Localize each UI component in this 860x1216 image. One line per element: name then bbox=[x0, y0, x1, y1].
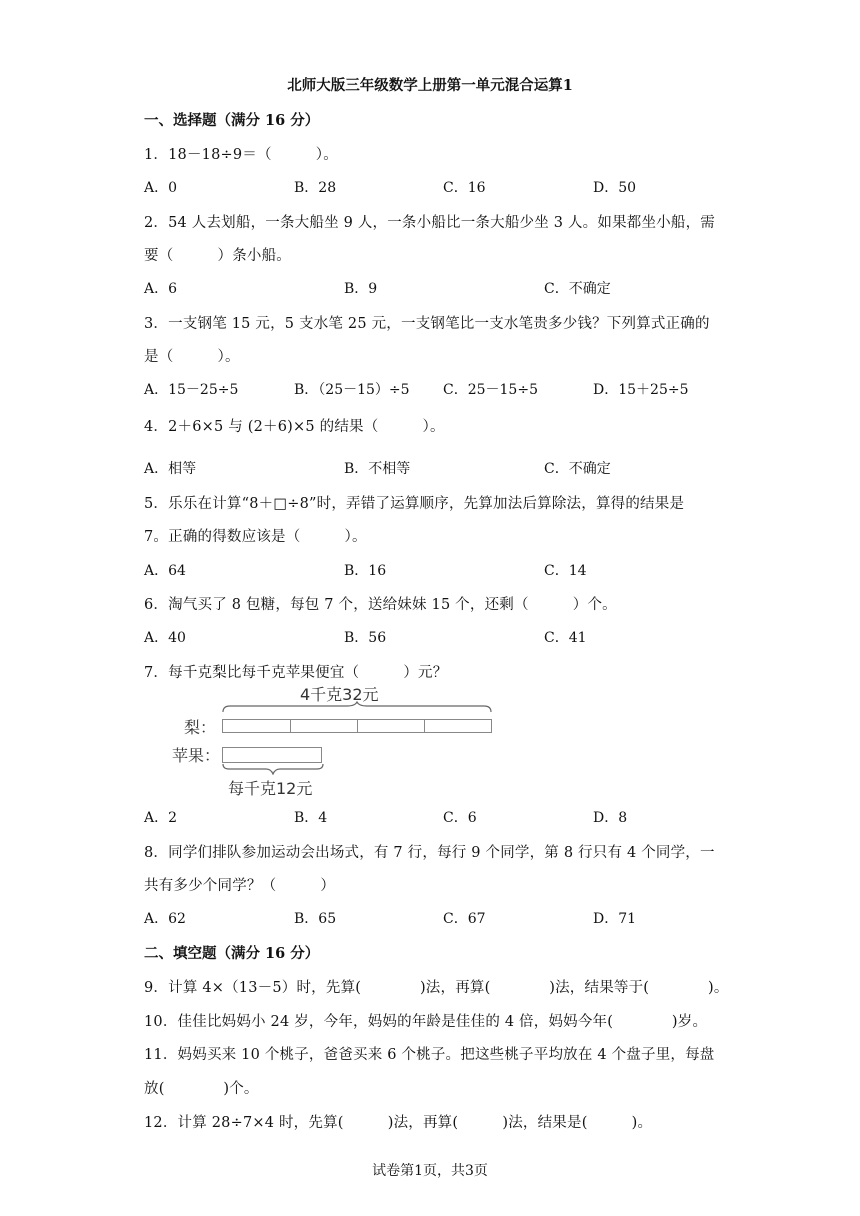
question-8-line-2: 共有多少个同学？（ ） bbox=[144, 878, 336, 894]
pear-apple-diagram bbox=[172, 683, 502, 798]
q8-option-c[interactable]: C．67 bbox=[443, 911, 486, 927]
diagram-apple-label: 苹果： bbox=[172, 746, 221, 765]
q4-option-c[interactable]: C．不确定 bbox=[544, 461, 611, 477]
q4-option-a[interactable]: A．相等 bbox=[144, 461, 197, 477]
q5-option-c[interactable]: C．14 bbox=[544, 563, 587, 579]
q3-option-b[interactable]: B．（25－15）÷5 bbox=[294, 382, 410, 398]
q7-option-b[interactable]: B．4 bbox=[294, 810, 328, 826]
q1-option-a[interactable]: A．0 bbox=[144, 180, 178, 196]
q3-option-c[interactable]: C．25－15÷5 bbox=[443, 382, 538, 398]
question-3-line-2: 是（ ）。 bbox=[144, 349, 240, 365]
question-3-line-1: 3．一支钢笔 15 元，5 支水笔 25 元，一支钢笔比一支水笔贵多少钱？下列算式正确的 bbox=[144, 316, 710, 332]
q5-option-a[interactable]: A．64 bbox=[144, 563, 186, 579]
q8-option-d[interactable]: D．71 bbox=[593, 911, 637, 927]
question-6: 6．淘气买了 8 包糖，每包 7 个，送给妹妹 15 个，还剩（ ）个。 bbox=[144, 597, 617, 613]
q8-option-b[interactable]: B．65 bbox=[294, 911, 337, 927]
question-12: 12．计算 28÷7×4 时，先算( )法，再算( )法，结果是( )。 bbox=[144, 1115, 653, 1131]
q2-option-b[interactable]: B．9 bbox=[344, 281, 378, 297]
section-heading-fill: 二、填空题（满分 16 分） bbox=[144, 945, 320, 962]
question-10: 10．佳佳比妈妈小 24 岁，今年，妈妈的年龄是佳佳的 4 倍，妈妈今年( )岁。 bbox=[144, 1014, 708, 1030]
q7-option-c[interactable]: C．6 bbox=[443, 810, 477, 826]
q2-option-c[interactable]: C．不确定 bbox=[544, 281, 611, 297]
page-footer: 试卷第1页，共3页 bbox=[372, 1163, 488, 1179]
q4-option-b[interactable]: B．不相等 bbox=[344, 461, 411, 477]
q8-option-a[interactable]: A．62 bbox=[144, 911, 186, 927]
q3-option-d[interactable]: D．15＋25÷5 bbox=[593, 382, 689, 398]
q7-option-a[interactable]: A．2 bbox=[144, 810, 178, 826]
q1-option-c[interactable]: C．16 bbox=[443, 180, 486, 196]
question-2-line-2: 要（ ）条小船。 bbox=[144, 248, 291, 264]
question-8-line-1: 8．同学们排队参加运动会出场式，有 7 行，每行 9 个同学，第 8 行只有 4 个同学，一 bbox=[144, 845, 715, 861]
q1-option-b[interactable]: B．28 bbox=[294, 180, 337, 196]
question-5-line-2: 7。正确的得数应该是（ ）。 bbox=[144, 529, 367, 545]
q6-option-b[interactable]: B．56 bbox=[344, 630, 387, 646]
question-2-line-1: 2．54 人去划船，一条大船坐 9 人，一条小船比一条大船少坐 3 人。如果都坐小船，需 bbox=[144, 215, 715, 231]
question-5-line-1: 5．乐乐在计算“8＋□÷8”时，弄错了运算顺序，先算加法后算除法，算得的结果是 bbox=[144, 496, 685, 512]
question-11-line-1: 11．妈妈买来 10 个桃子，爸爸买来 6 个桃子。把这些桃子平均放在 4 个盘子里，每盘 bbox=[144, 1047, 715, 1063]
q6-option-c[interactable]: C．41 bbox=[544, 630, 587, 646]
diagram-apple-price-label: 每千克12元 bbox=[228, 779, 313, 798]
diagram-total-label: 4千克32元 bbox=[300, 685, 379, 704]
q3-option-a[interactable]: A．15－25÷5 bbox=[144, 382, 239, 398]
q5-option-b[interactable]: B．16 bbox=[344, 563, 387, 579]
question-1: 1．18－18÷9＝（ ）。 bbox=[144, 147, 338, 163]
bottom-brace-icon bbox=[222, 763, 324, 775]
apple-bar bbox=[222, 747, 322, 763]
question-4: 4．2＋6×5 与 (2＋6)×5 的结果（ ）。 bbox=[144, 419, 445, 435]
top-brace-icon bbox=[222, 701, 492, 713]
q7-option-d[interactable]: D．8 bbox=[593, 810, 628, 826]
diagram-pear-label: 梨： bbox=[184, 718, 217, 737]
section-heading-choice: 一、选择题（满分 16 分） bbox=[144, 112, 320, 129]
pear-bar bbox=[222, 719, 492, 733]
page-title: 北师大版三年级数学上册第一单元混合运算1 bbox=[287, 77, 573, 94]
q2-option-a[interactable]: A．6 bbox=[144, 281, 178, 297]
q6-option-a[interactable]: A．40 bbox=[144, 630, 186, 646]
question-11-line-2: 放( )个。 bbox=[144, 1081, 259, 1097]
q1-option-d[interactable]: D．50 bbox=[593, 180, 637, 196]
question-9: 9．计算 4×（13－5）时，先算( )法，再算( )法，结果等于( )。 bbox=[144, 980, 729, 996]
question-7: 7．每千克梨比每千克苹果便宜（ ）元？ bbox=[144, 665, 448, 681]
